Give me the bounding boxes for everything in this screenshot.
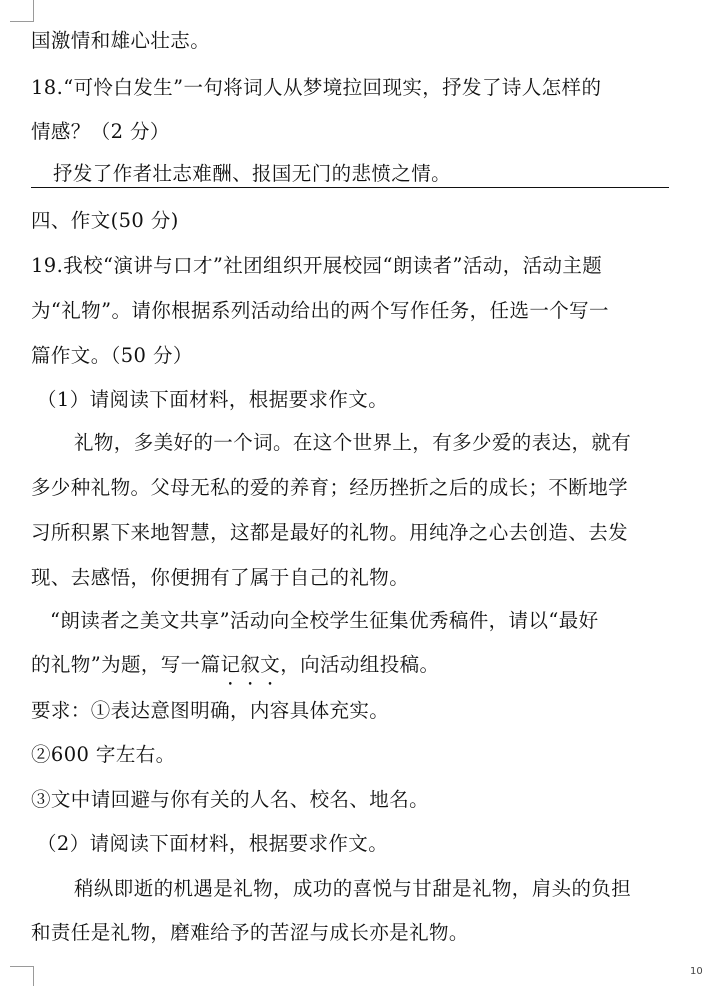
material-2-line-2: 和责任是礼物，磨难给予的苦涩与成长亦是礼物。 — [31, 921, 469, 944]
task-2-heading: （2）请阅读下面材料，根据要求作文。 — [37, 832, 389, 855]
question-18-line-2: 情感？（2 分） — [31, 120, 170, 143]
requirement-3: ③文中请回避与你有关的人名、校名、地名。 — [31, 788, 430, 811]
prompt-line-1: “朗读者之美文共享”活动向全校学生征集优秀稿件，请以“最好 — [50, 609, 599, 632]
question-19-line-1: 19.我校“演讲与口才”社团组织开展校园“朗读者”活动，活动主题 — [31, 254, 603, 277]
requirement-2: ②600 字左右。 — [31, 743, 176, 766]
answer-line — [31, 160, 669, 188]
crop-mark-top-v — [33, 0, 34, 22]
section-heading: 四、作文(50 分) — [31, 209, 179, 232]
emphasis-char: 文 — [260, 653, 281, 676]
crop-mark-bottom-h — [10, 966, 34, 967]
crop-mark-bottom-v — [33, 966, 34, 986]
requirement-1: 要求：①表达意图明确，内容具体充实。 — [31, 699, 390, 722]
material-2-line-1: 稍纵即逝的机遇是礼物，成功的喜悦与甘甜是礼物，肩头的负担 — [74, 877, 632, 900]
material-1-line-3: 习所积累下来地智慧，这都是最好的礼物。用纯净之心去创造、去发 — [31, 521, 629, 544]
material-1-line-2: 多少种礼物。父母无私的爱的养育；经历挫折之后的成长；不断地学 — [31, 476, 629, 499]
emphasis-char: 叙 — [240, 653, 261, 676]
crop-mark-top-h — [10, 21, 34, 22]
text-line: 国激情和雄心壮志。 — [31, 29, 211, 52]
material-1-line-1: 礼物，多美好的一个词。在这个世界上，有多少爱的表达，就有 — [74, 431, 632, 454]
question-18-line-1: 18.“可怜白发生”一句将词人从梦境拉回现实，抒发了诗人怎样的 — [31, 76, 602, 99]
answer-text: 抒发了作者壮志难酬、报国无门的悲愤之情。 — [53, 162, 452, 185]
question-19-line-3: 篇作文。（50 分） — [31, 344, 193, 367]
page-number: 10 — [690, 966, 703, 977]
task-1-heading: （1）请阅读下面材料，根据要求作文。 — [37, 388, 389, 411]
question-19-line-2: 为“礼物”。请你根据系列活动给出的两个写作任务，任选一个写一 — [31, 299, 609, 322]
emphasis-char: 记 — [220, 653, 241, 676]
prompt-text-pre: 的礼物”为题，写一篇 — [31, 653, 221, 676]
prompt-line-2 — [31, 652, 439, 678]
prompt-text-post: ，向活动组投稿。 — [280, 653, 440, 676]
material-1-line-4: 现、去感悟，你便拥有了属于自己的礼物。 — [31, 566, 410, 589]
